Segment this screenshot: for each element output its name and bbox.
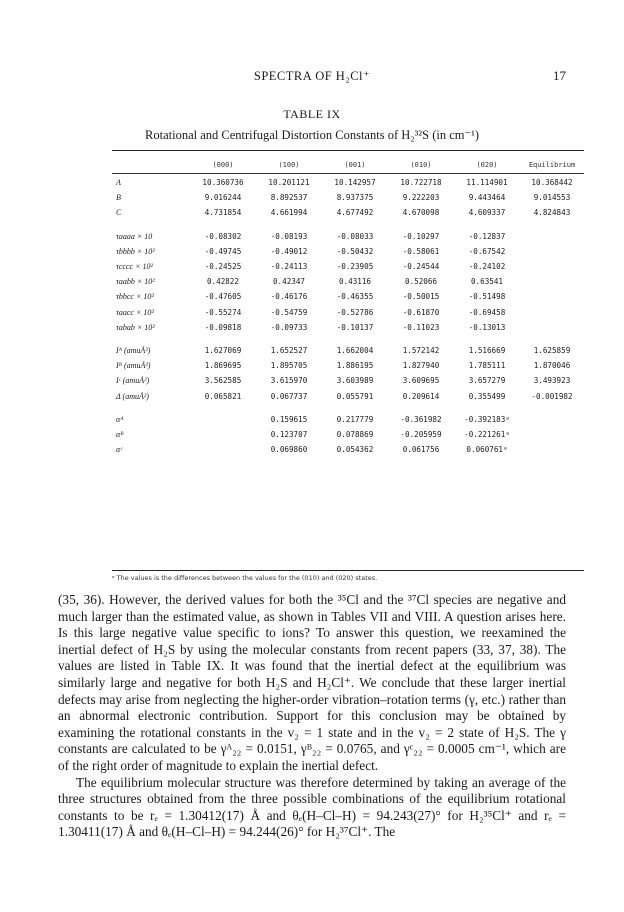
table-cell: 9.016244	[204, 193, 242, 203]
row-label: τaaaa × 10	[116, 231, 153, 241]
table-header-row	[112, 155, 584, 175]
row-spacer	[112, 221, 584, 229]
table-cell: 10.201121	[268, 178, 310, 188]
table-cell: 4.677492	[336, 208, 374, 218]
table-body	[112, 175, 584, 457]
table-cell: -0.09818	[204, 322, 242, 332]
row-label: αᶜ	[116, 445, 123, 455]
row-label: τaacc × 10²	[116, 307, 154, 317]
constants-table	[112, 155, 584, 457]
table-row	[112, 442, 584, 457]
table-row	[112, 358, 584, 373]
row-label: αᴮ	[116, 429, 124, 439]
row-label: αᴬ	[116, 414, 124, 424]
table-cell	[520, 305, 584, 320]
table-cell: -0.67542	[468, 246, 506, 256]
row-spacer	[112, 335, 584, 343]
row-label: Iᴮ (amuÅ²)	[116, 361, 151, 371]
row-label: B	[116, 193, 121, 203]
table-row	[112, 259, 584, 274]
row-label: C	[116, 208, 122, 218]
table-cell: 3.609695	[402, 376, 440, 386]
table-cell: 1.827940	[402, 361, 440, 371]
table-cell: -0.54759	[270, 307, 308, 317]
table-cell: 8.937375	[336, 193, 374, 203]
column-header: (020)	[476, 161, 498, 169]
paragraph: The equilibrium molecular structure was therefore determined by taking an average of the three structures obtained from the three possible combinations of the equilibrium rotational constants to be rₑ = 1.30412(17) Å and θₑ(H–Cl–H) = 94.243(27)° for H₂³⁵Cl⁺ and rₑ = 1.30411(17) Å and θₑ(H–Cl–H) = 94.244(26)° for H₂³⁷Cl⁺. The	[58, 774, 566, 840]
row-label: Δ (amuÅ²)	[116, 391, 149, 401]
table-cell: 9.443464	[468, 193, 506, 203]
table-cell: -0.13013	[468, 322, 506, 332]
table-cell: -0.11023	[402, 322, 440, 332]
table-row	[112, 373, 584, 388]
table-cell: 1.886195	[336, 361, 374, 371]
table-cell: 1.627069	[204, 345, 242, 355]
table-caption: Rotational and Centrifugal Distortion Constants of H₂³²S (in cm⁻¹)	[145, 128, 479, 142]
table-footnote: ᵃ The values is the differences between the values for the (010) and (020) states.	[112, 574, 378, 582]
table-cell: -0.08302	[204, 231, 242, 241]
table-cell: 9.014553	[533, 193, 571, 203]
table-cell: 4.661994	[270, 208, 308, 218]
table-cell: 10.722718	[400, 178, 442, 188]
table-cell: 0.054362	[336, 445, 374, 455]
table-cell: 0.209614	[402, 391, 440, 401]
table-cell: -0.24102	[468, 262, 506, 272]
table-cell	[520, 320, 584, 335]
table-cell: -0.361982	[400, 414, 442, 424]
table-cell	[520, 427, 584, 442]
table-cell: 0.069860	[270, 445, 308, 455]
table-cell: -0.24544	[402, 262, 440, 272]
table-cell: -0.50015	[402, 292, 440, 302]
table-cell: 1.869695	[204, 361, 242, 371]
table-cell: -0.221261ᵃ	[464, 429, 510, 439]
table-cell: -0.08193	[270, 231, 308, 241]
table-row	[112, 190, 584, 205]
column-header: (000)	[212, 161, 234, 169]
table-cell: -0.24525	[204, 262, 242, 272]
table-cell: 3.562585	[204, 376, 242, 386]
table-cell: 1.516669	[468, 345, 506, 355]
column-header-label	[112, 155, 190, 175]
table-cell	[190, 412, 256, 427]
table-cell: -0.46355	[336, 292, 374, 302]
table-cell	[520, 259, 584, 274]
table-cell: -0.001982	[531, 391, 573, 401]
table-cell: 4.609337	[468, 208, 506, 218]
table-cell: 0.061756	[402, 445, 440, 455]
table-row	[112, 229, 584, 244]
row-spacer-cell	[112, 335, 584, 343]
table-bottom-rule	[112, 570, 584, 571]
table-cell: -0.10137	[336, 322, 374, 332]
table-cell: 3.603989	[336, 376, 374, 386]
table-cell: -0.46176	[270, 292, 308, 302]
column-header: (010)	[410, 161, 432, 169]
column-header: (100)	[278, 161, 300, 169]
table-top-rule	[112, 150, 584, 151]
table-cell: -0.392183ᵃ	[464, 414, 510, 424]
table-row	[112, 274, 584, 289]
table-cell: 0.355499	[468, 391, 506, 401]
table-row	[112, 388, 584, 403]
table-cell	[190, 427, 256, 442]
row-spacer	[112, 404, 584, 412]
table-cell: -0.55274	[204, 307, 242, 317]
table-cell	[520, 229, 584, 244]
table-row	[112, 205, 584, 220]
table-cell: 4.670098	[402, 208, 440, 218]
table-cell: 0.060761ᵃ	[466, 445, 508, 455]
table-cell: 11.114901	[466, 178, 508, 188]
table-cell: 0.065821	[204, 391, 242, 401]
table-cell: 0.217779	[336, 414, 374, 424]
table-cell: 0.078869	[336, 429, 374, 439]
row-label: Iᴬ (amuÅ²)	[116, 345, 151, 355]
table-row	[112, 175, 584, 190]
table-cell: -0.58061	[402, 246, 440, 256]
table-cell: 3.615970	[270, 376, 308, 386]
table-row	[112, 244, 584, 259]
table-cell: -0.205959	[400, 429, 442, 439]
table-cell	[520, 244, 584, 259]
table-row	[112, 305, 584, 320]
table-cell: 1.625859	[533, 345, 571, 355]
table-cell: -0.10297	[402, 231, 440, 241]
table-cell: 10.142957	[334, 178, 376, 188]
row-label: τbbbb × 10²	[116, 246, 155, 256]
table-cell: -0.61870	[402, 307, 440, 317]
body-text	[58, 592, 566, 841]
row-label: τbbcc × 10²	[116, 292, 154, 302]
row-label: τabab × 10²	[116, 322, 155, 332]
table-label: TABLE IX	[283, 107, 341, 121]
row-label: τcccc × 10²	[116, 262, 153, 272]
column-header: (001)	[344, 161, 366, 169]
table-cell: 1.785111	[468, 361, 506, 371]
table-cell: 1.572142	[402, 345, 440, 355]
table-cell: -0.12837	[468, 231, 506, 241]
table-cell: -0.24113	[270, 262, 308, 272]
row-spacer-cell	[112, 404, 584, 412]
table-cell: -0.50432	[336, 246, 374, 256]
table-cell: 0.159615	[270, 414, 308, 424]
table-cell	[520, 274, 584, 289]
table-row	[112, 412, 584, 427]
table-cell: 0.42347	[272, 277, 305, 287]
table-cell: 1.895705	[270, 361, 308, 371]
running-head	[0, 68, 624, 88]
table-cell: -0.49745	[204, 246, 242, 256]
table-row	[112, 427, 584, 442]
row-label: τaabb × 10²	[116, 277, 155, 287]
table-cell	[190, 442, 256, 457]
table-cell: -0.09733	[270, 322, 308, 332]
table-cell	[520, 442, 584, 457]
running-title: SPECTRA OF H₂Cl⁺	[253, 69, 371, 83]
row-label: Iᶜ (amuÅ²)	[116, 376, 150, 386]
table-cell: 1.662004	[336, 345, 374, 355]
table-cell: -0.51498	[468, 292, 506, 302]
table-cell: -0.23905	[336, 262, 374, 272]
column-header: Equilibrium	[528, 161, 576, 169]
table-cell: 0.43116	[338, 277, 371, 287]
table-cell: 8.892537	[270, 193, 308, 203]
paragraph: (35, 36). However, the derived values for both the ³⁵Cl and the ³⁷Cl species are negative and much larger than the estimated value, as shown in Tables VII and VIII. A question arises here. Is this large negative value specific to ions? To answer this question, we reexamined the inertial defect of H₂S by using the molecular constants from recent papers (33, 37, 38). The values are listed in Table IX. It was found that the inertial defect at the equilibrium was similarly large and negative for both H₂S and H₂Cl⁺. We conclude that these larger inertial defects may arise from neglecting the higher-order vibration–rotation terms (γ, etc.) rather than an abnormal electronic contribution. Support for this conclusion may be obtained by examining the rotational constants in the v₂ = 1 state and in the v₂ = 2 state of H₂S. The γ constants are calculated to be γᴬ₂₂ = 0.0151, γᴮ₂₂ = 0.0765, and γᶜ₂₂ = 0.0005 cm⁻¹, which are of the right order of magnitude to explain the inertial defect.	[58, 592, 566, 773]
table-cell: 4.731854	[204, 208, 242, 218]
table-row	[112, 289, 584, 304]
table-cell: 0.42822	[206, 277, 239, 287]
table-cell: -0.52786	[336, 307, 374, 317]
table-cell: -0.08033	[336, 231, 374, 241]
table-cell: 0.123707	[270, 429, 308, 439]
table-cell	[520, 412, 584, 427]
table-cell: 10.360736	[202, 178, 244, 188]
table-cell: 3.657279	[468, 376, 506, 386]
table-cell: -0.49012	[270, 246, 308, 256]
table-cell: 4.824843	[533, 208, 571, 218]
table-cell: 10.368442	[531, 178, 573, 188]
table-row	[112, 320, 584, 335]
table-cell: 0.055791	[336, 391, 374, 401]
page-number: 17	[553, 68, 566, 83]
table-cell: -0.69458	[468, 307, 506, 317]
table-cell: 1.870046	[533, 361, 571, 371]
table-row	[112, 343, 584, 358]
table-cell: 0.067737	[270, 391, 308, 401]
table-cell: 3.493923	[533, 376, 571, 386]
table-cell: 1.652527	[270, 345, 308, 355]
table-cell: 0.63541	[470, 277, 503, 287]
row-label: A	[116, 178, 121, 188]
table-cell: 0.52066	[404, 277, 437, 287]
table-cell	[520, 289, 584, 304]
row-spacer-cell	[112, 221, 584, 229]
table-cell: -0.47605	[204, 292, 242, 302]
table-cell: 9.222203	[402, 193, 440, 203]
